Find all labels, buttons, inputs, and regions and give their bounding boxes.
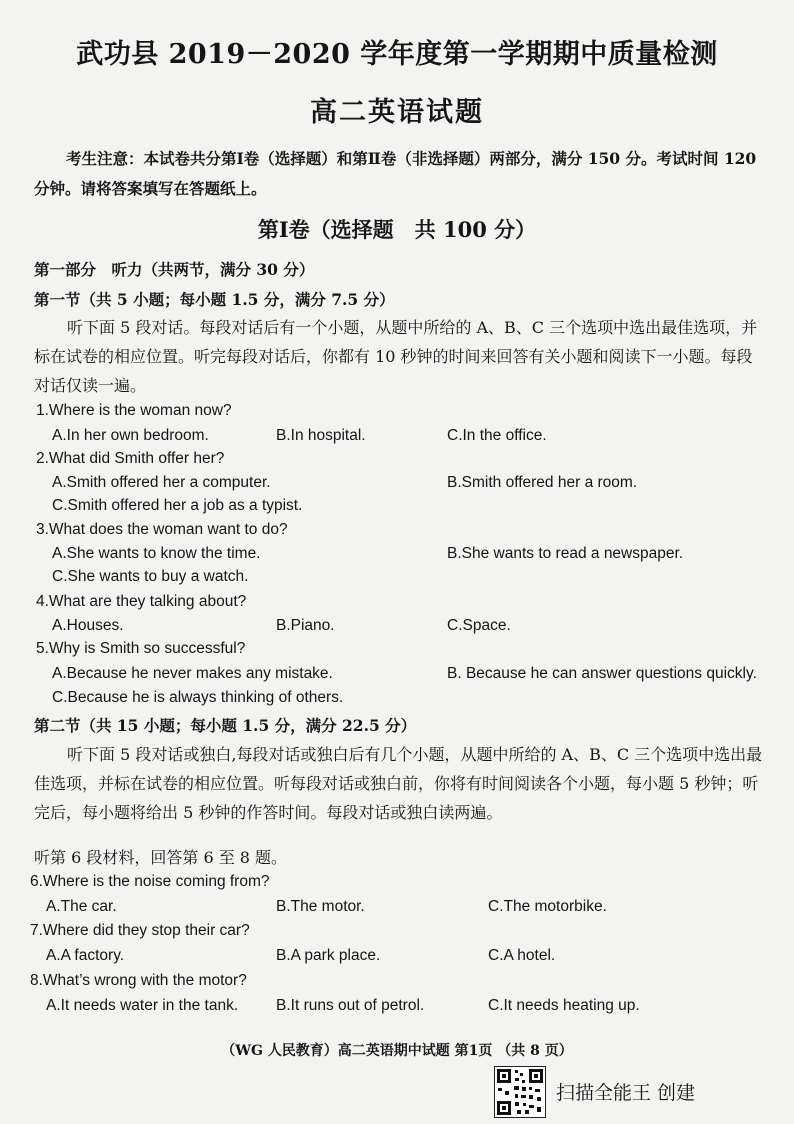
question-6-option-a: A.The car.	[46, 898, 117, 915]
question-3-stem: 3.What does the woman want to do?	[36, 521, 288, 538]
section-2-instruction: 听下面 5 段对话或独白,每段对话或独白后有几个小题，从题中所给的 A、B、C 三个选项中选出最佳选项，并标在试卷的相应位置。听每段对话或独白前，你将有时间阅读各个小题，每小题 5 秒钟；听完后，每小题将给出 5 秒钟的作答时间。每段对话或独白读两遍。	[34, 745, 763, 822]
question-6-option-b: B.The motor.	[276, 898, 365, 915]
question-5-option-b: B. Because he can answer questions quickly.	[447, 665, 757, 682]
material-6-intro: 听第 6 段材料，回答第 6 至 8 题。	[34, 848, 288, 867]
part-1-title: 第一部分 听力（共两节，满分 30 分）	[34, 260, 315, 279]
question-8-stem: 8.What’s wrong with the motor?	[30, 972, 247, 989]
section-2-title: 第二节（共 15 小题；每小题 1.5 分，满分 22.5 分）	[34, 716, 417, 735]
question-8-option-a: A.It needs water in the tank.	[46, 997, 239, 1014]
question-4-stem: 4.What are they talking about?	[36, 593, 247, 610]
question-7-option-c: C.A hotel.	[488, 947, 556, 964]
question-2-option-b: B.Smith offered her a room.	[447, 474, 638, 491]
question-5-option-c: C.Because he is always thinking of others.	[52, 689, 344, 706]
question-4-option-a: A.Houses.	[52, 617, 124, 634]
question-1-option-b: B.In hospital.	[276, 427, 366, 444]
question-3-option-c: C.She wants to buy a watch.	[52, 568, 249, 585]
candidate-notice: 考生注意：本试卷共分第Ⅰ卷（选择题）和第Ⅱ卷（非选择题）两部分，满分 150 分。考试时间 120 分钟。请将答案填写在答题纸上。	[34, 149, 757, 198]
question-1-option-a: A.In her own bedroom.	[52, 427, 209, 444]
question-3-option-b: B.She wants to read a newspaper.	[447, 545, 684, 562]
scanner-watermark: 扫描全能王 创建	[556, 1082, 696, 1104]
question-8-option-b: B.It runs out of petrol.	[276, 997, 425, 1014]
volume-1-title: 第Ⅰ卷（选择题 共 100 分）	[257, 217, 537, 242]
question-4-option-b: B.Piano.	[276, 617, 335, 634]
page-footer: （WG 人民教育）高二英语期中试题 第1页 （共 8 页）	[221, 1043, 573, 1059]
question-8-option-c: C.It needs heating up.	[488, 997, 640, 1014]
question-5-stem: 5.Why is Smith so successful?	[36, 640, 246, 657]
section-1-title: 第一节（共 5 小题；每小题 1.5 分，满分 7.5 分）	[34, 290, 395, 309]
question-1-option-c: C.In the office.	[447, 427, 547, 444]
question-7-option-a: A.A factory.	[46, 947, 125, 964]
qr-code-icon	[494, 1066, 546, 1118]
exam-subtitle: 高二英语试题	[310, 97, 484, 128]
section-1-instruction: 听下面 5 段对话。每段对话后有一个小题，从题中所给的 A、B、C 三个选项中选出最佳选项，并标在试卷的相应位置。听完每段对话后，你都有 10 秒钟的时间来回答有关小题和阅读下一小题。每段对话仅读一遍。	[34, 318, 758, 395]
question-2-option-a: A.Smith offered her a computer.	[52, 474, 271, 491]
question-7-stem: 7.Where did they stop their car?	[30, 922, 250, 939]
question-2-option-c: C.Smith offered her a job as a typist.	[52, 497, 303, 514]
question-4-option-c: C.Space.	[447, 617, 511, 634]
question-3-option-a: A.She wants to know the time.	[52, 545, 261, 562]
question-2-stem: 2.What did Smith offer her?	[36, 450, 225, 467]
question-6-option-c: C.The motorbike.	[488, 898, 607, 915]
exam-title: 武功县 2019－2020 学年度第一学期期中质量检测	[76, 39, 718, 70]
question-6-stem: 6.Where is the noise coming from?	[30, 873, 270, 890]
question-7-option-b: B.A park place.	[276, 947, 381, 964]
question-5-option-a: A.Because he never makes any mistake.	[52, 665, 333, 682]
question-1-stem: 1.Where is the woman now?	[36, 402, 232, 419]
